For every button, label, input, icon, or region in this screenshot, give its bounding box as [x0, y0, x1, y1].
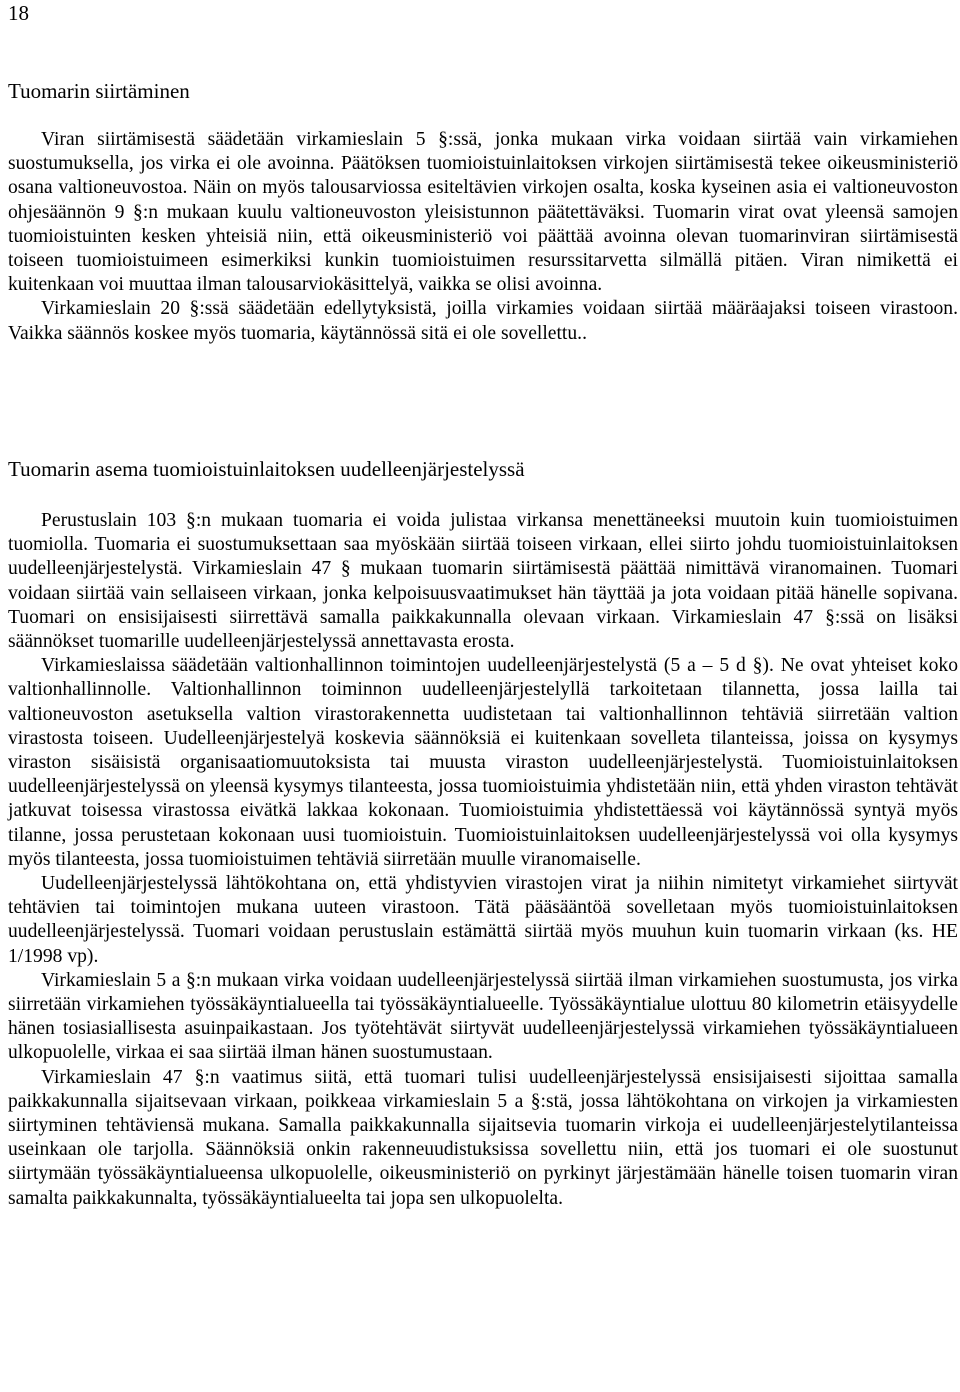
- paragraph: Virkamieslain 5 a §:n mukaan virka voidaan uudelleenjärjestelyssä siirtää ilman virkamiehen suostumusta, jos virka siirretään virkamiehen työssäkäyntialueella tai työssäkäyntialueelle. Työssäkäyntialue ulottuu 80 kilometrin etäisyydelle hänen tosiasiallisesta asuinpaikastaan. Jos työtehtävät siirtyvät uudelleenjärjestelyssä virkamiehen työssäkäyntialueen ulkopuolelle, virkaa ei saa siirtää ilman hänen suostumustaan.: [8, 969, 958, 1064]
- section-body: [8, 509, 958, 1211]
- paragraph: Perustuslain 103 §:n mukaan tuomaria ei voida julistaa virkansa menettäneeksi muutoin kuin tuomioistuimen tuomiolla. Tuomaria ei suostumuksettaan saa myöskään siirtää toiseen virkaan, ellei siirto johdu tuomioistuinlaitoksen uudelleenjärjestelystä. Virkamieslain 47 § mukaan tuomarin siirtämisestä päättää nimittävä viranomainen. Tuomari voidaan siirtää vain sellaiseen virkaan, jonka kelpoisuusvaatimukset hän täyttää ja jota voidaan pitää hänelle sopivana. Tuomari on ensisijaisesti siirrettävä samalla paikkakunnalla olevaan virkaan. Virkamieslain 47 §:ssä on lisäksi säännökset tuomarille uudelleenjärjestelyssä annettavasta erosta.: [8, 510, 958, 653]
- paragraph: Virkamieslaissa säädetään valtionhallinnon toimintojen uudelleenjärjestelystä (5 a – 5 d §). Ne ovat yhteiset koko valtionhallinnolle. Valtionhallinnon toiminnon uudelleenjärjestelyllä tarkoitetaan tilannetta, jossa lailla tai valtioneuvoston asetuksella valtion virastorakennetta uudistetaan tai valtionhallinnon tehtäviä siirretään valtion virastosta toiseen. Uudelleenjärjestelyä koskevia säännöksiä ei kuitenkaan sovelleta tilanteissa, joissa on kysymys viraston sisäisistä organisaatiomuutoksista tai muusta viraston uudelleenjärjestelystä. Tuomioistuinlaitoksen uudelleenjärjestelyssä on yleensä kysymys tilanteesta, jossa tuomioistuimia yhdistetään niin, että yhden viraston tehtävät jatkuvat toisessa virastossa eivätkä lakkaa kokonaan. Tuomioistuimia yhdistettäessä voi käytännössä syntyä myös tilanne, jossa perustetaan kokonaan uusi tuomioistuin. Tuomioistuinlaitoksen uudelleenjärjestelyssä voi olla kysymys myös tilanteesta, jossa tuomioistuimen tehtäviä siirretään muulle viranomaiselle.: [8, 655, 958, 870]
- paragraph: Virkamieslain 20 §:ssä säädetään edellytyksistä, joilla virkamies voidaan siirtää määräajaksi toiseen virastoon. Vaikka säännös koskee myös tuomaria, käytännössä sitä ei ole sovellettu..: [8, 298, 958, 344]
- paragraph: Uudelleenjärjestelyssä lähtökohtana on, että yhdistyvien virastojen virat ja niihin nimitetyt virkamiehet siirtyvät tehtävien tai toimintojen mukana uuteen virastoon. Tätä pääsääntöä sovelletaan myös tuomioistuinlaitoksen uudelleenjärjestelyssä. Tuomari voidaan perustuslain estämättä siirtää myös muuhun kuin tuomarin virkaan (ks. HE 1/1998 vp).: [8, 873, 958, 967]
- section-heading: Tuomarin siirtäminen: [8, 79, 190, 103]
- page-number: 18: [8, 1, 29, 25]
- section-body: [8, 128, 958, 346]
- paragraph: Viran siirtämisestä säädetään virkamieslain 5 §:ssä, jonka mukaan virka voidaan siirtää vain virkamiehen suostumuksella, jos virka ei ole avoinna. Päätöksen tuomioistuinlaitoksen virkojen siirtämisestä tekee oikeusministeriö osana valtioneuvostoa. Näin on myös talousarviossa esiteltävien virkojen osalta, koska kyseinen asia ei valtioneuvoston ohjesäännön 9 §:n mukaan kuulu valtioneuvoston yleisistunnon päätettäväksi. Tuomarin virat ovat yleensä samojen tuomioistuinten kesken yhteisiä niin, että oikeusministeriö voi päättää avoinna olevan tuomarinviran siirtämisestä toiseen tuomioistuimeen esimerkiksi kunkin tuomioistuimen resurssitarvetta silmällä pitäen. Viran nimikettä ei kuitenkaan voi muuttaa ilman talousarviokäsittelyä, vaikka se olisi avoinna.: [8, 129, 958, 296]
- section-heading: Tuomarin asema tuomioistuinlaitoksen uudelleenjärjestelyssä: [8, 457, 525, 481]
- paragraph: Virkamieslain 47 §:n vaatimus siitä, että tuomari tulisi uudelleenjärjestelyssä ensisijaisesti sijoittaa samalla paikkakunnalla sijaitsevaan virkaan, poikkeaa virkamieslain 5 a §:stä, jossa lähtökohtana on virkojen ja virkamiesten siirtyminen tehtäviensä mukana. Samalla paikkakunnalla sijaitsevia tuomarin virkoja ei uudelleenjärjestelytilanteissa useinkaan ole tarjolla. Säännöksiä onkin rakenneuudistuksissa sovellettu niin, että jos tuomari ei ole suostunut siirtymään työssäkäyntialueensa ulkopuolelle, oikeusministeriö on pyrkinyt järjestämään hänelle toisen tuomarin viran samalta paikkakunnalta, työssäkäyntialueelta tai jopa sen ulkopuolelta.: [8, 1066, 958, 1209]
